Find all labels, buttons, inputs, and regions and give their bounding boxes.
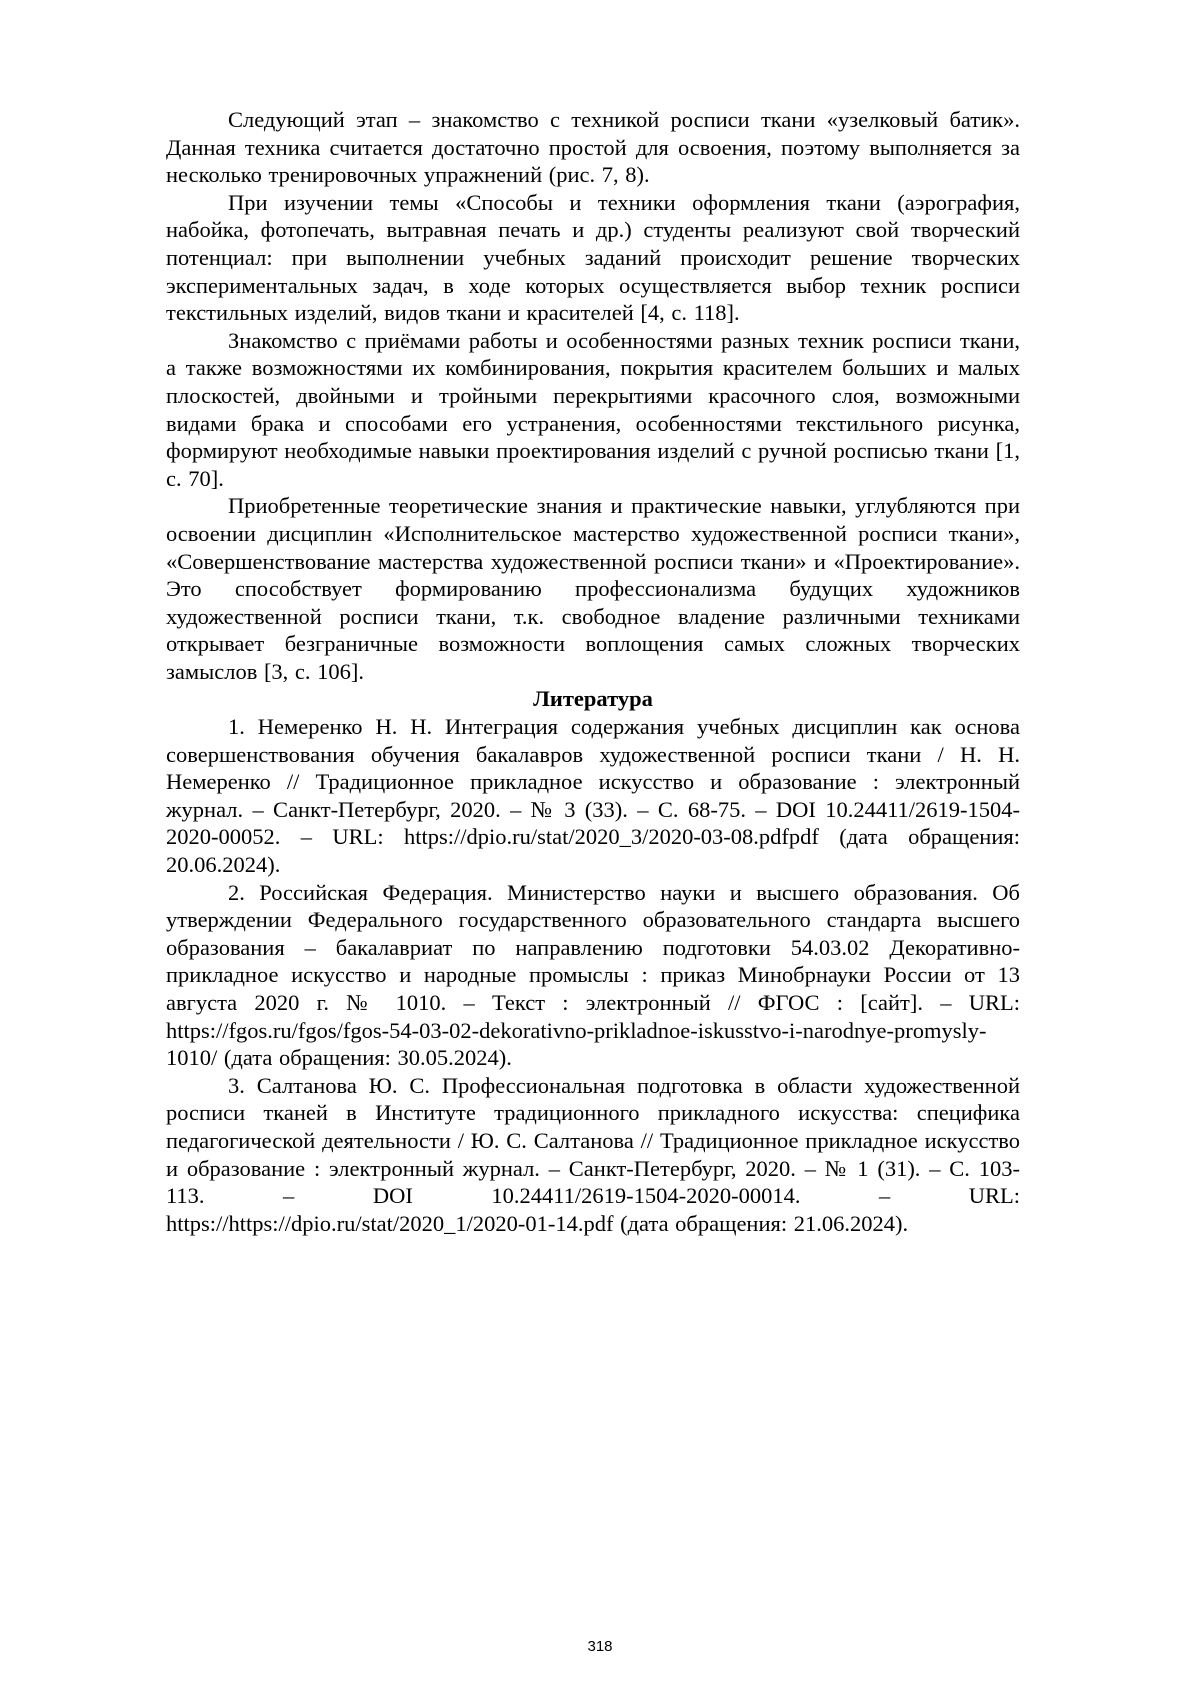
paragraph-1: Следующий этап – знакомство с техникой росписи ткани «узелковый батик». Данная техника считается достаточно простой для освоения, поэтому выполняется за несколько тренировочных упражнений (рис. 7, 8). bbox=[166, 107, 1020, 188]
page-content bbox=[166, 106, 1020, 1237]
bibliography-heading: Литература bbox=[533, 686, 653, 712]
reference-entry-3: 3. Салтанова Ю. С. Профессиональная подготовка в области художественной росписи тканей в Институте традиционного прикладного искусства: специфика педагогической деятельности / Ю. С. Салтанова // Традиционное прикладное искусство и образование : электронный журнал. – Санкт-Петербург, 2020. – № 1 (31). – С. 103-113. – DOI 10.24411/2619-1504-2020-00014. – URL: https://https://dpio.ru/stat/2020_1/2020-01-14.pdf (дата обращения: 21.06.2024). bbox=[166, 1072, 1020, 1236]
paragraph-2: При изучении темы «Способы и техники оформления ткани (аэрография, набойка, фотопечать, вытравная печать и др.) студенты реализуют свой творческий потенциал: при выполнении учебных заданий происходит решение творческих экспериментальных задач, в ходе которых осуществляется выбор техник росписи текстильных изделий, видов ткани и красителей [4, с. 118]. bbox=[166, 189, 1020, 326]
reference-entry-2: 2. Российская Федерация. Министерство науки и высшего образования. Об утверждении Федерального государственного образовательного стандарта высшего образования – бакалавриат по направлению подготовки 54.03.02 Декоративно-прикладное искусство и народные промыслы : приказ Минобрнауки России от 13 августа 2020 г. № 1010. – Текст : электронный // ФГОС : [сайт]. – URL: https://fgos.ru/fgos/fgos-54-03-02-dekorativno-prikladnoe-iskusstvo-i-narodnye-promysly-1010/ (дата обращения: 30.05.2024). bbox=[166, 879, 1020, 1071]
paragraph-3: Знакомство с приёмами работы и особенностями разных техник росписи ткани, а также возможностями их комбинирования, покрытия красителем больших и малых плоскостей, двойными и тройными перекрытиями красочного слоя, возможными видами брака и способами его устранения, особенностями текстильного рисунка, формируют необходимые навыки проектирования изделий с ручной росписью ткани [1, с. 70]. bbox=[166, 327, 1020, 491]
reference-entry-1: 1. Немеренко Н. Н. Интеграция содержания учебных дисциплин как основа совершенствования обучения бакалавров художественной росписи ткани / Н. Н. Немеренко // Традиционное прикладное искусство и образование : электронный журнал. – Санкт-Петербург, 2020. – № 3 (33). – С. 68-75. – DOI 10.24411/2619-1504-2020-00052. – URL: https://dpio.ru/stat/2020_3/2020-03-08.pdfpdf (дата обращения: 20.06.2024). bbox=[166, 714, 1020, 878]
page-number: 318 bbox=[587, 1638, 613, 1655]
paragraph-4: Приобретенные теоретические знания и практические навыки, углубляются при освоении дисциплин «Исполнительское мастерство художественной росписи ткани», «Совершенствование мастерства художественной росписи ткани» и «Проектирование». Это способствует формированию профессионализма будущих художников художественной росписи ткани, т.к. свободное владение различными техниками открывает безграничные возможности воплощения самых сложных творческих замыслов [3, с. 106]. bbox=[166, 493, 1020, 684]
